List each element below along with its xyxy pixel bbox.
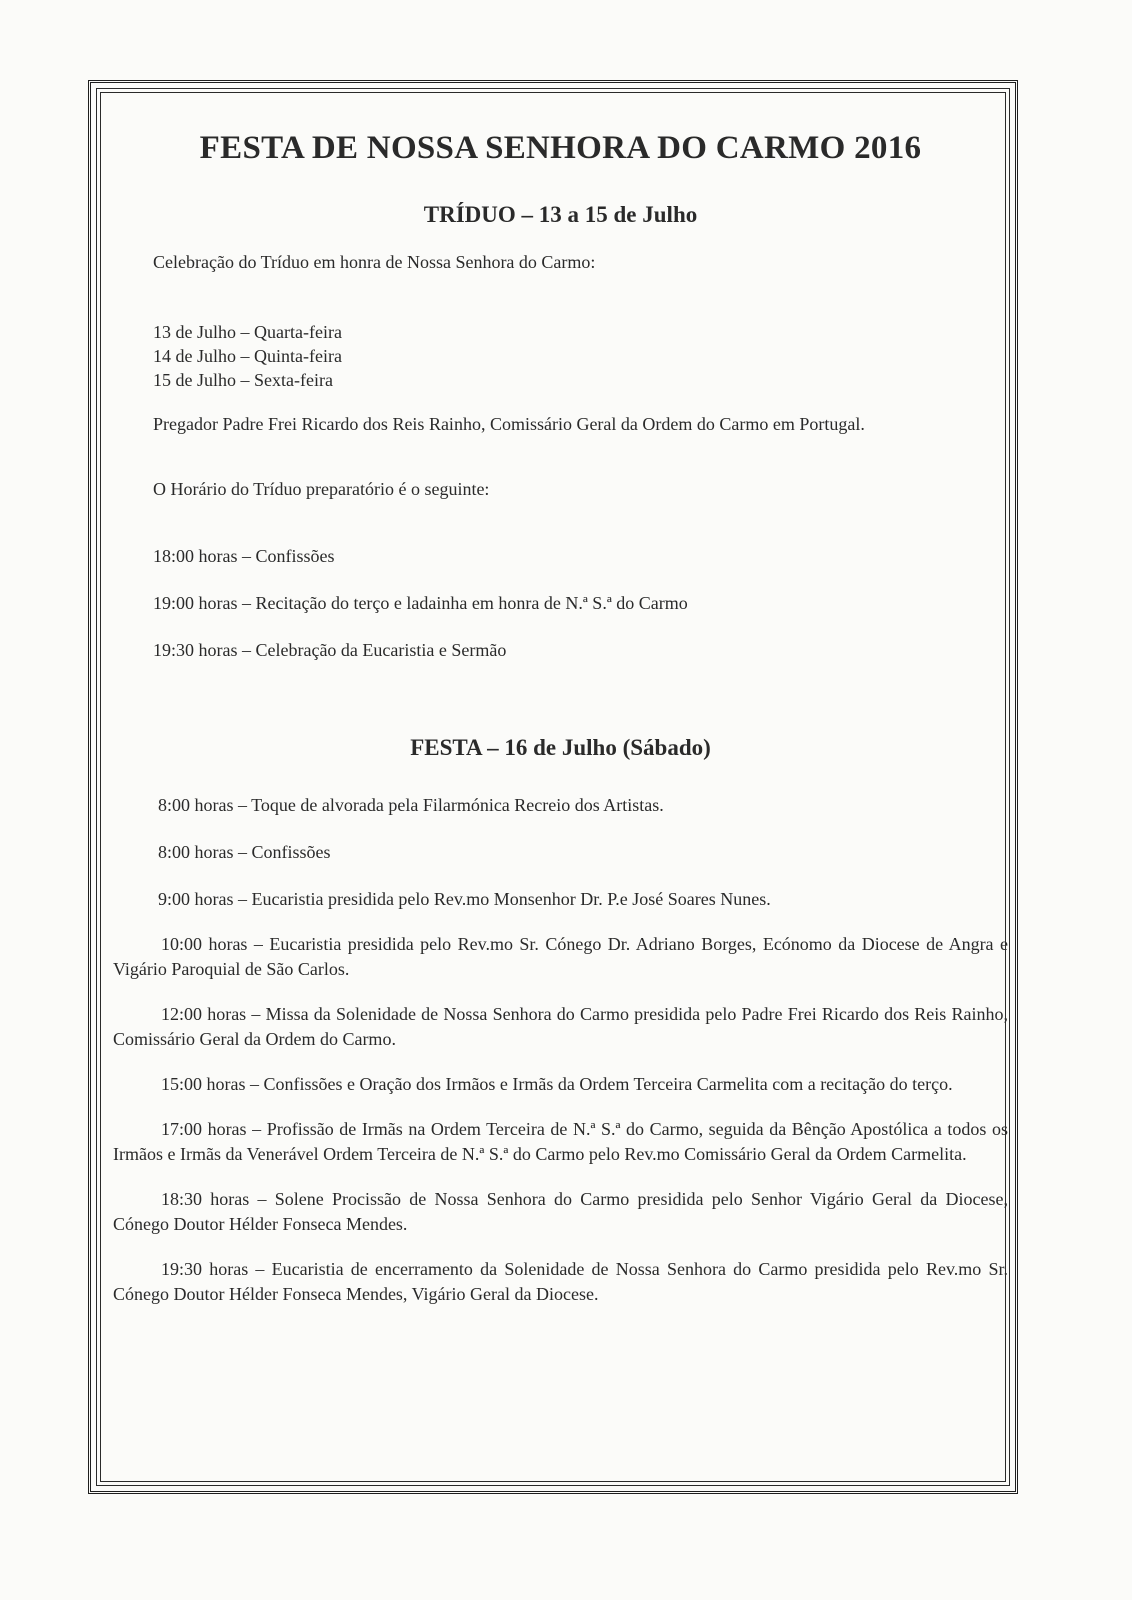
festa-item: 8:00 horas – Confissões	[158, 842, 331, 862]
festa-item: 10:00 horas – Eucaristia presidida pelo Rev.mo Sr. Cónego Dr. Adriano Borges, Ecónomo da Diocese de Angra e Vigário Paroquial de São Carlos.	[113, 934, 1008, 979]
festa-item: 19:30 horas – Eucaristia de encerramento da Solenidade de Nossa Senhora do Carmo presidida pelo Rev.mo Sr. Cónego Doutor Hélder Fonseca Mendes, Vigário Geral da Diocese.	[113, 1259, 1008, 1304]
festa-item: 18:30 horas – Solene Procissão de Nossa Senhora do Carmo presidida pelo Senhor Vigário Geral da Diocese, Cónego Doutor Hélder Fonseca Mendes.	[113, 1189, 1008, 1234]
triduo-schedule-item: 19:00 horas – Recitação do terço e ladainha em honra de N.ª S.ª do Carmo	[153, 593, 688, 613]
festa-heading: FESTA – 16 de Julho (Sábado)	[410, 735, 711, 760]
festa-item: 15:00 horas – Confissões e Oração dos Irmãos e Irmãs da Ordem Terceira Carmelita com a recitação do terço.	[161, 1074, 953, 1094]
festa-item: 8:00 horas – Toque de alvorada pela Filarmónica Recreio dos Artistas.	[158, 795, 664, 815]
page-title: FESTA DE NOSSA SENHORA DO CARMO 2016	[199, 130, 922, 166]
triduo-day: 15 de Julho – Sexta-feira	[153, 370, 333, 390]
festa-item: 12:00 horas – Missa da Solenidade de Nossa Senhora do Carmo presidida pelo Padre Frei Ricardo dos Reis Rainho, Comissário Geral da Ordem do Carmo.	[113, 1004, 1008, 1049]
triduo-schedule-item: 18:00 horas – Confissões	[153, 546, 335, 566]
triduo-preacher: Pregador Padre Frei Ricardo dos Reis Rainho, Comissário Geral da Ordem do Carmo em Portugal.	[153, 414, 865, 434]
triduo-schedule-item: 19:30 horas – Celebração da Eucaristia e Sermão	[153, 640, 507, 660]
triduo-day: 14 de Julho – Quinta-feira	[153, 346, 342, 366]
triduo-schedule-intro: O Horário do Tríduo preparatório é o seguinte:	[153, 479, 490, 499]
document-content	[113, 100, 1008, 1307]
triduo-day: 13 de Julho – Quarta-feira	[153, 322, 342, 342]
triduo-heading: TRÍDUO – 13 a 15 de Julho	[423, 202, 698, 227]
triduo-intro: Celebração do Tríduo em honra de Nossa Senhora do Carmo:	[153, 252, 596, 272]
festa-item: 9:00 horas – Eucaristia presidida pelo Rev.mo Monsenhor Dr. P.e José Soares Nunes.	[158, 889, 771, 909]
festa-item: 17:00 horas – Profissão de Irmãs na Ordem Terceira de N.ª S.ª do Carmo, seguida da Bênção Apostólica a todos os Irmãos e Irmãs da Venerável Ordem Terceira de N.ª S.ª do Carmo pelo Rev.mo Comissário Geral da Ordem Carmelita.	[113, 1119, 1008, 1164]
